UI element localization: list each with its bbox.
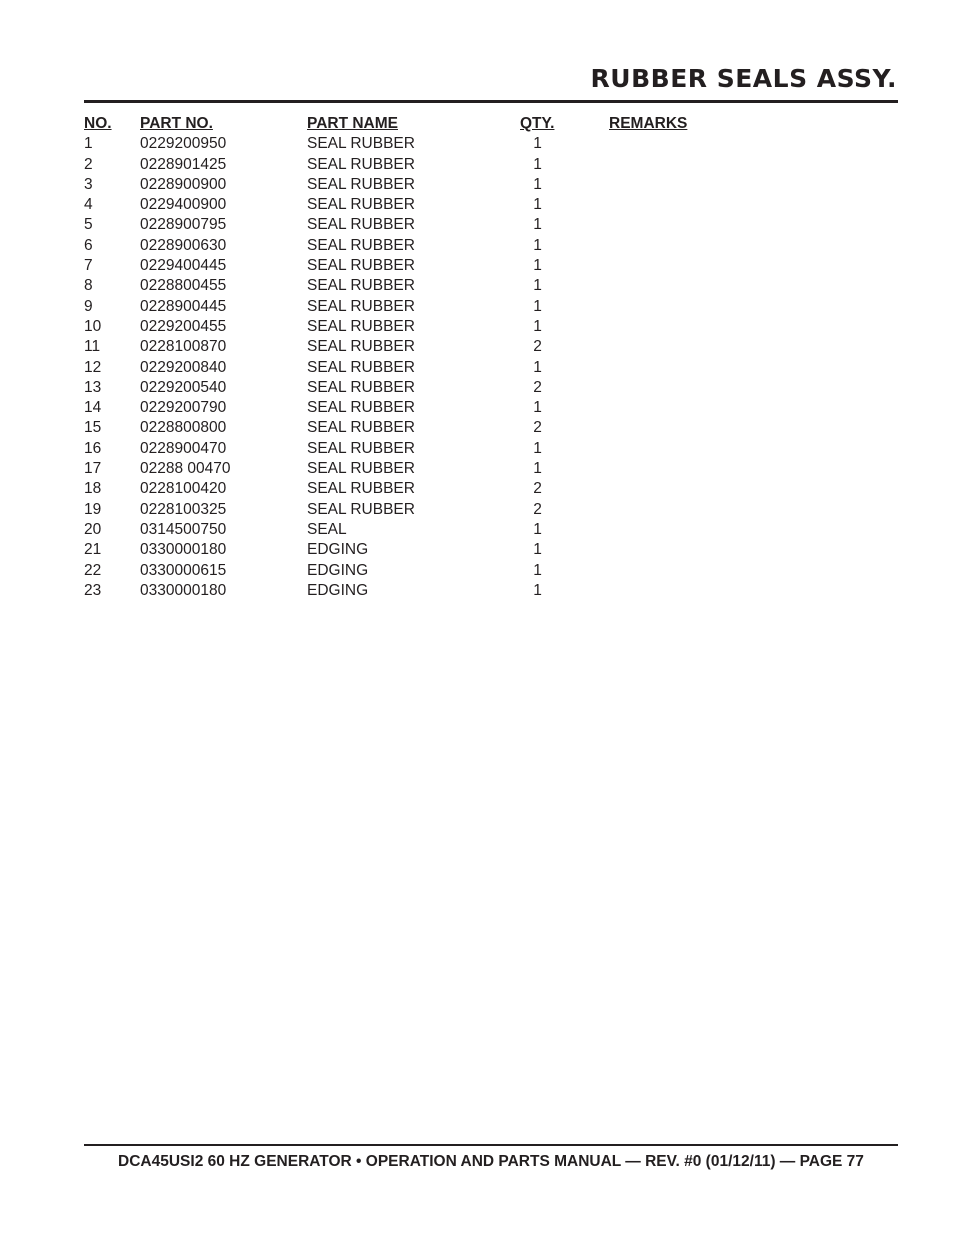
cell-no: 15 <box>84 419 102 437</box>
cell-part-name: SEAL RUBBER <box>307 236 415 254</box>
cell-qty: 1 <box>533 155 542 173</box>
cell-part-no: 0330000615 <box>140 561 227 579</box>
cell-qty: 2 <box>533 480 542 498</box>
cell-qty: 1 <box>533 358 542 376</box>
cell-part-name: SEAL RUBBER <box>307 277 415 295</box>
parts-table <box>84 114 898 601</box>
table-header-row <box>84 114 898 134</box>
cell-qty: 1 <box>533 439 542 457</box>
page-title: RUBBER SEALS ASSY. <box>590 64 897 93</box>
cell-part-name: SEAL RUBBER <box>307 297 415 315</box>
table-row <box>84 134 898 154</box>
table-row <box>84 337 898 357</box>
cell-no: 7 <box>84 257 93 275</box>
header-remarks: REMARKS <box>609 115 688 132</box>
header-part-name: PART NAME <box>307 115 398 132</box>
cell-no: 22 <box>84 561 102 579</box>
table-row <box>84 500 898 520</box>
cell-part-name: SEAL RUBBER <box>307 257 415 275</box>
cell-no: 9 <box>84 297 93 315</box>
cell-qty: 1 <box>533 175 542 193</box>
cell-no: 14 <box>84 399 102 417</box>
cell-part-name: SEAL RUBBER <box>307 480 415 498</box>
cell-part-name: SEAL RUBBER <box>307 317 415 335</box>
cell-qty: 1 <box>533 196 542 214</box>
header-part-no: PART NO. <box>140 115 213 132</box>
cell-part-no: 0229200455 <box>140 317 227 335</box>
table-row <box>84 418 898 438</box>
cell-part-no: 0314500750 <box>140 520 227 538</box>
cell-no: 3 <box>84 175 93 193</box>
cell-part-no: 02288 00470 <box>140 460 231 478</box>
cell-part-name: EDGING <box>307 561 369 579</box>
cell-qty: 1 <box>533 460 542 478</box>
table-row <box>84 215 898 235</box>
cell-part-no: 0229400900 <box>140 196 227 214</box>
cell-qty: 2 <box>533 378 542 396</box>
cell-no: 20 <box>84 520 102 538</box>
cell-no: 23 <box>84 581 102 599</box>
cell-no: 17 <box>84 460 102 478</box>
table-row <box>84 378 898 398</box>
cell-part-no: 0229200540 <box>140 378 227 396</box>
cell-part-no: 0330000180 <box>140 581 227 599</box>
table-row <box>84 581 898 601</box>
cell-part-no: 0228900630 <box>140 236 227 254</box>
table-row <box>84 358 898 378</box>
table-row <box>84 236 898 256</box>
cell-qty: 1 <box>533 561 542 579</box>
cell-part-name: SEAL RUBBER <box>307 196 415 214</box>
cell-part-no: 0228800800 <box>140 419 227 437</box>
cell-no: 13 <box>84 378 102 396</box>
header-no: NO. <box>84 115 112 132</box>
table-row <box>84 459 898 479</box>
cell-part-no: 0228100870 <box>140 338 227 356</box>
table-row <box>84 439 898 459</box>
cell-part-no: 0229200950 <box>140 135 227 153</box>
cell-qty: 1 <box>533 581 542 599</box>
table-row <box>84 175 898 195</box>
cell-qty: 1 <box>533 399 542 417</box>
cell-part-no: 0228900795 <box>140 216 227 234</box>
cell-part-name: SEAL RUBBER <box>307 358 415 376</box>
cell-no: 1 <box>84 135 93 153</box>
cell-part-name: EDGING <box>307 541 369 559</box>
table-row <box>84 297 898 317</box>
cell-part-name: EDGING <box>307 581 369 599</box>
cell-qty: 2 <box>533 338 542 356</box>
table-body <box>84 134 898 601</box>
cell-part-name: SEAL RUBBER <box>307 399 415 417</box>
cell-part-name: SEAL RUBBER <box>307 439 415 457</box>
table-row <box>84 479 898 499</box>
cell-part-no: 0229400445 <box>140 257 227 275</box>
cell-no: 21 <box>84 541 102 559</box>
table-row <box>84 276 898 296</box>
cell-no: 12 <box>84 358 102 376</box>
cell-part-no: 0228900470 <box>140 439 227 457</box>
cell-no: 6 <box>84 236 93 254</box>
cell-qty: 1 <box>533 135 542 153</box>
cell-no: 18 <box>84 480 102 498</box>
cell-no: 2 <box>84 155 93 173</box>
cell-qty: 1 <box>533 216 542 234</box>
cell-part-name: SEAL RUBBER <box>307 216 415 234</box>
cell-qty: 1 <box>533 297 542 315</box>
cell-no: 4 <box>84 196 93 214</box>
table-row <box>84 398 898 418</box>
cell-qty: 2 <box>533 500 542 518</box>
table-row <box>84 520 898 540</box>
cell-part-no: 0228100420 <box>140 480 227 498</box>
header-qty: QTY. <box>520 115 555 132</box>
page-footer: DCA45USI2 60 HZ GENERATOR • OPERATION AND PARTS MANUAL — REV. #0 (01/12/11) — PAGE 77 <box>118 1153 864 1170</box>
cell-part-no: 0228100325 <box>140 500 227 518</box>
cell-part-no: 0229200840 <box>140 358 227 376</box>
cell-qty: 1 <box>533 317 542 335</box>
table-row <box>84 195 898 215</box>
cell-qty: 2 <box>533 419 542 437</box>
cell-qty: 1 <box>533 236 542 254</box>
table-row <box>84 155 898 175</box>
cell-no: 5 <box>84 216 93 234</box>
cell-part-no: 0229200790 <box>140 399 227 417</box>
cell-part-no: 0228900445 <box>140 297 227 315</box>
cell-no: 10 <box>84 317 102 335</box>
cell-qty: 1 <box>533 277 542 295</box>
cell-qty: 1 <box>533 541 542 559</box>
table-row <box>84 540 898 560</box>
cell-part-no: 0330000180 <box>140 541 227 559</box>
cell-part-no: 0228800455 <box>140 277 227 295</box>
cell-part-name: SEAL RUBBER <box>307 500 415 518</box>
table-row <box>84 561 898 581</box>
table-row <box>84 256 898 276</box>
footer-rule <box>84 1144 898 1146</box>
cell-part-name: SEAL RUBBER <box>307 175 415 193</box>
cell-no: 8 <box>84 277 93 295</box>
title-rule <box>84 100 898 103</box>
cell-part-name: SEAL RUBBER <box>307 135 415 153</box>
cell-qty: 1 <box>533 520 542 538</box>
cell-no: 11 <box>84 338 101 356</box>
cell-part-name: SEAL RUBBER <box>307 338 415 356</box>
cell-qty: 1 <box>533 257 542 275</box>
cell-part-name: SEAL RUBBER <box>307 419 415 437</box>
cell-part-name: SEAL RUBBER <box>307 155 415 173</box>
cell-no: 19 <box>84 500 102 518</box>
cell-part-name: SEAL RUBBER <box>307 460 415 478</box>
cell-part-no: 0228901425 <box>140 155 227 173</box>
cell-part-name: SEAL RUBBER <box>307 378 415 396</box>
cell-part-no: 0228900900 <box>140 175 227 193</box>
cell-part-name: SEAL <box>307 520 347 538</box>
cell-no: 16 <box>84 439 102 457</box>
table-row <box>84 317 898 337</box>
